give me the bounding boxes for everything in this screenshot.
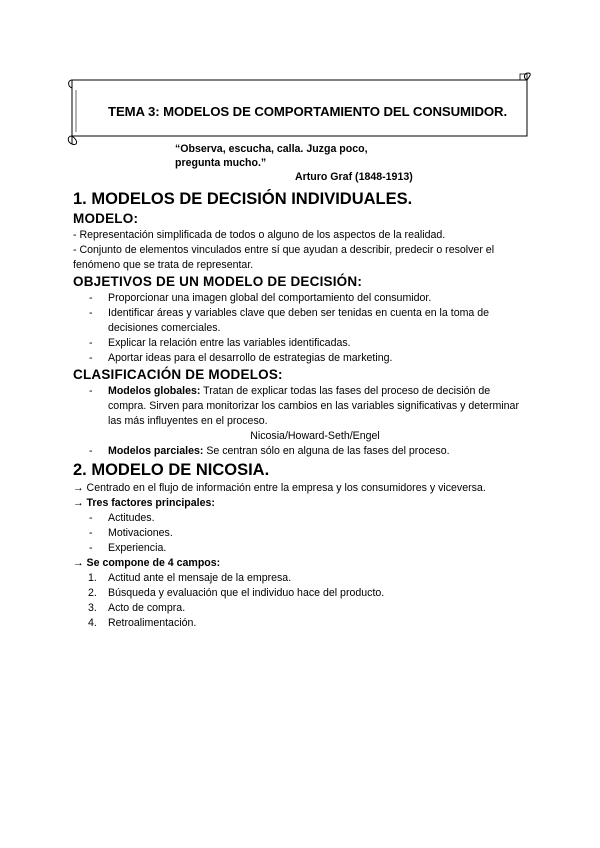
clasificacion-list-2 [73, 444, 523, 459]
list-item: - Proporcionar una imagen global del comportamiento del consumidor. [89, 292, 432, 304]
epigraph-quote [175, 142, 413, 184]
section-2-heading: 2. MODELO DE NICOSIA. [73, 461, 270, 479]
quote-line-1: “Observa, escucha, calla. Juzga poco, [175, 143, 368, 155]
clasificacion-list [73, 384, 523, 429]
list-item: - Modelos globales: Tratan de explicar todas las fases del proceso de decisión de compra. Sirven para monitorizar los cambios en las variables significativas y determinar las más influyentes en el proceso. [89, 385, 519, 427]
list-item: - Identificar áreas y variables clave que deben ser tenidas en cuenta en la toma de decisiones comerciales. [89, 307, 490, 334]
list-item: - Experiencia. [89, 542, 167, 554]
list-item: 4. Retroalimentación. [88, 617, 197, 629]
nicosia-intro: → Centrado en el flujo de información entre la empresa y los consumidores y viceversa. [73, 482, 486, 494]
list-item: - Actitudes. [89, 512, 155, 524]
list-item: 2. Búsqueda y evaluación que el individuo hace del producto. [88, 587, 385, 599]
list-item: - Motivaciones. [89, 527, 173, 539]
term-modelos-parciales: Modelos parciales: [108, 445, 204, 457]
campos-list [73, 571, 523, 631]
modelo-definition-1: - Representación simplificada de todos o alguno de los aspectos de la realidad. [73, 229, 446, 241]
campos-heading: → Se compone de 4 campos: [73, 557, 221, 569]
list-item: 1. Actitud ante el mensaje de la empresa. [88, 572, 292, 584]
page-title: TEMA 3: MODELOS DE COMPORTAMIENTO DEL CONSUMIDOR. [108, 104, 508, 119]
modelo-definition-2: - Conjunto de elementos vinculados entre sí que ayudan a describir, predecir o resolver el fenómeno que se trata de representar. [73, 244, 495, 271]
factores-list [73, 511, 523, 556]
term-modelos-globales: Modelos globales: [108, 385, 201, 397]
list-item: - Explicar la relación entre las variables identificadas. [89, 337, 351, 349]
list-item: - Modelos parciales: Se centran sólo en alguna de las fases del proceso. [89, 445, 450, 457]
clasificacion-heading: CLASIFICACIÓN DE MODELOS: [73, 367, 283, 382]
section-1-heading: 1. MODELOS DE DECISIÓN INDIVIDUALES. [73, 190, 413, 208]
model-examples: Nicosia/Howard-Seth/Engel [250, 430, 380, 442]
list-item: - Aportar ideas para el desarrollo de estrategias de marketing. [89, 352, 393, 364]
quote-author: Arturo Graf (1848-1913) [295, 171, 413, 183]
modelo-heading: MODELO: [73, 211, 139, 226]
objetivos-list [73, 291, 523, 366]
quote-line-2: pregunta mucho.” [175, 157, 267, 169]
list-item: 3. Acto de compra. [88, 602, 186, 614]
factores-heading: → Tres factores principales: [73, 497, 215, 509]
objetivos-heading: OBJETIVOS DE UN MODELO DE DECISIÓN: [73, 274, 363, 289]
